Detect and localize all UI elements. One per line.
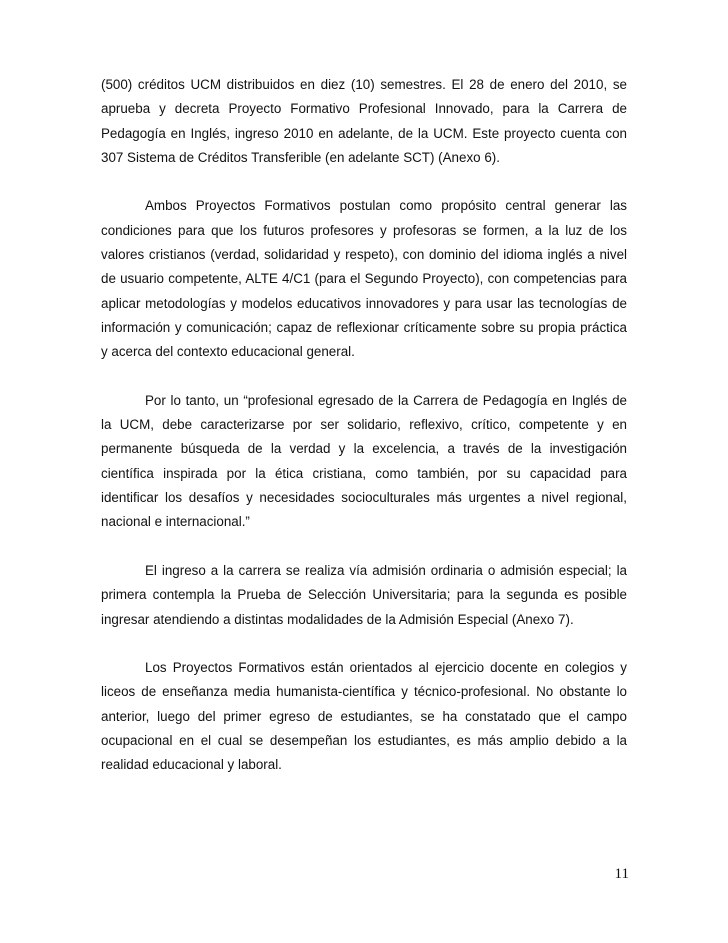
paragraph-4: El ingreso a la carrera se realiza vía admisión ordinaria o admisión especial; la primera contempla la Prueba de Selección Universitaria; para la segunda es posible ingresar atendiendo a distintas modalidades de la Admisión Especial (Anexo 7).	[101, 562, 627, 627]
body-text	[101, 73, 627, 802]
paragraph-3: Por lo tanto, un “profesional egresado de la Carrera de Pedagogía en Inglés de la UCM, debe caracterizarse por ser solidario, reflexivo, crítico, competente y en permanente búsqueda de la verdad y la excelencia, a través de la investigación científica inspirada por la ética cristiana, como también, por su capacidad para identificar los desafíos y necesidades socioculturales más urgentes a nivel regional, nacional e internacional.”	[101, 392, 627, 530]
paragraph-1: (500) créditos UCM distribuidos en diez (10) semestres. El 28 de enero del 2010, se aprueba y decreta Proyecto Formativo Profesional Innovado, para la Carrera de Pedagogía en Inglés, ingreso 2010 en adelante, de la UCM. Este proyecto cuenta con 307 Sistema de Créditos Transferible (en adelante SCT) (Anexo 6).	[101, 77, 627, 165]
paragraph-5: Los Proyectos Formativos están orientados al ejercicio docente en colegios y liceos de enseñanza media humanista-científica y técnico-profesional. No obstante lo anterior, luego del primer egreso de estudiantes, se ha constatado que el campo ocupacional en el cual se desempeñan los estudiantes, es más amplio debido a la realidad educacional y laboral.	[101, 660, 627, 773]
paragraph-2: Ambos Proyectos Formativos postulan como propósito central generar las condiciones para que los futuros profesores y profesoras se formen, a la luz de los valores cristianos (verdad, solidaridad y respeto), con dominio del idioma inglés a nivel de usuario competente, ALTE 4/C1 (para el Segundo Proyecto), con competencias para aplicar metodologías y modelos educativos innovadores y para usar las tecnologías de información y comunicación; capaz de reflexionar críticamente sobre su propia práctica y acerca del contexto educacional general.	[101, 198, 627, 360]
page-number: 11	[614, 866, 629, 882]
